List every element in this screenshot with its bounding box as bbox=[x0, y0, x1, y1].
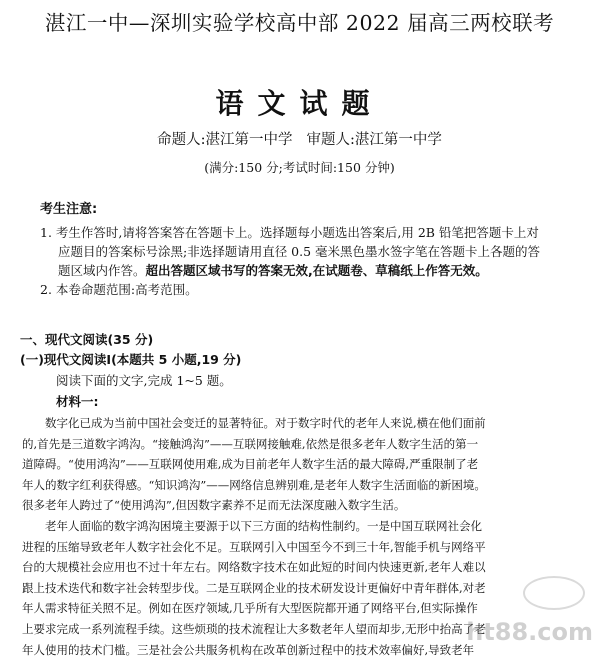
notice-emphasis: 超出答题区域书写的答案无效,在试题卷、草稿纸上作答无效。 bbox=[145, 263, 488, 278]
passage-line: 年人需求特征关照不足。例如在医疗领域,几乎所有大型医院都开通了网络平台,但实际操作 bbox=[22, 601, 478, 616]
notice-item-1-line-2: 应题目的答案标号涂黑;非选择题请用直径 0.5 毫米黑色墨水签字笔在答题卡上各题的答 bbox=[58, 244, 541, 259]
notice-item-2: 2. 本卷命题范围:高考范围。 bbox=[40, 282, 198, 297]
passage-line: 道障碍。“使用鸿沟”——互联网使用难,成为目前老年人数字生活的最大障碍,严重限制了老 bbox=[22, 457, 479, 472]
passage-line: 数字化已成为当前中国社会变迁的显著特征。对于数字时代的老年人来说,横在他们面前 bbox=[22, 416, 486, 430]
passage-line: 台的大规模社会应用也不过十年左右。网络数字技术在如此短的时间内快速更新,老年人难以 bbox=[22, 560, 486, 575]
passage-line: 年人使用的技术门槛。三是社会公共服务机构在改革创新过程中的技术效率偏好,导致老年 bbox=[22, 642, 475, 657]
notice-item-1-line-1: 1. 考生作答时,请将答案答在答题卡上。选择题每小题选出答案后,用 2B 铅笔把答题卡上对 bbox=[40, 225, 539, 240]
watermark: ht88.com bbox=[466, 618, 593, 646]
exam-title: 湛江一中—深圳实验学校高中部 2022 届高三两校联考 bbox=[44, 11, 555, 35]
passage-line: 很多老年人跨过了“使用鸿沟”,但因数字素养不足而无法深度融入数字生活。 bbox=[22, 498, 406, 513]
passage-line: 跟上技术迭代和数字社会转型步伐。二是互联网企业的技术研发设计更偏好中青年群体,对老 bbox=[22, 580, 486, 595]
section-heading-part1-1: (一)现代文阅读Ⅰ(本题共 5 小题,19 分) bbox=[20, 352, 242, 367]
passage-line: 上要求完成一系列流程手续。这些烦琐的技术流程让大多数老年人望而却步,无形中抬高了老 bbox=[22, 621, 486, 636]
section-heading-part1: 一、现代文阅读(35 分) bbox=[20, 332, 154, 347]
passage-line: 进程的压缩导致老年人数字社会化不足。互联网引入中国至今不到三十年,智能手机与网络平 bbox=[22, 539, 486, 554]
passage-line: 年人的数字红利获得感。“知识鸿沟”——网络信息辨别难,是老年人数字生活面临的新困境。 bbox=[22, 477, 486, 492]
exam-info: (满分:150 分;考试时间:150 分钟) bbox=[204, 160, 395, 175]
question-setter-label: 命题人: bbox=[157, 132, 206, 148]
reading-instruction: 阅读下面的文字,完成 1~5 题。 bbox=[56, 373, 232, 388]
notice-heading: 考生注意: bbox=[40, 202, 98, 217]
candidate-notice bbox=[40, 198, 595, 299]
watermark-seal-icon bbox=[523, 576, 585, 610]
passage-line: 老年人面临的数字鸿沟困境主要源于以下三方面的结构性制约。一是中国互联网社会化 bbox=[22, 518, 482, 533]
reviewer-label: 审题人: bbox=[306, 132, 355, 148]
notice-item-1-line-3 bbox=[40, 261, 595, 280]
question-setter: 湛江第一中学 bbox=[205, 132, 293, 148]
passage-line: 的,首先是三道数字鸿沟。“接触鸿沟”——互联网接触难,依然是很多老年人数字生活的第一 bbox=[22, 436, 479, 451]
notice-item-1-line-3-prefix: 题区域内作答。 bbox=[58, 263, 146, 278]
subject-title: 语文试题 bbox=[215, 87, 384, 120]
author-line bbox=[0, 128, 599, 149]
material-label: 材料一: bbox=[56, 394, 99, 409]
reviewer: 湛江第一中学 bbox=[354, 132, 442, 148]
